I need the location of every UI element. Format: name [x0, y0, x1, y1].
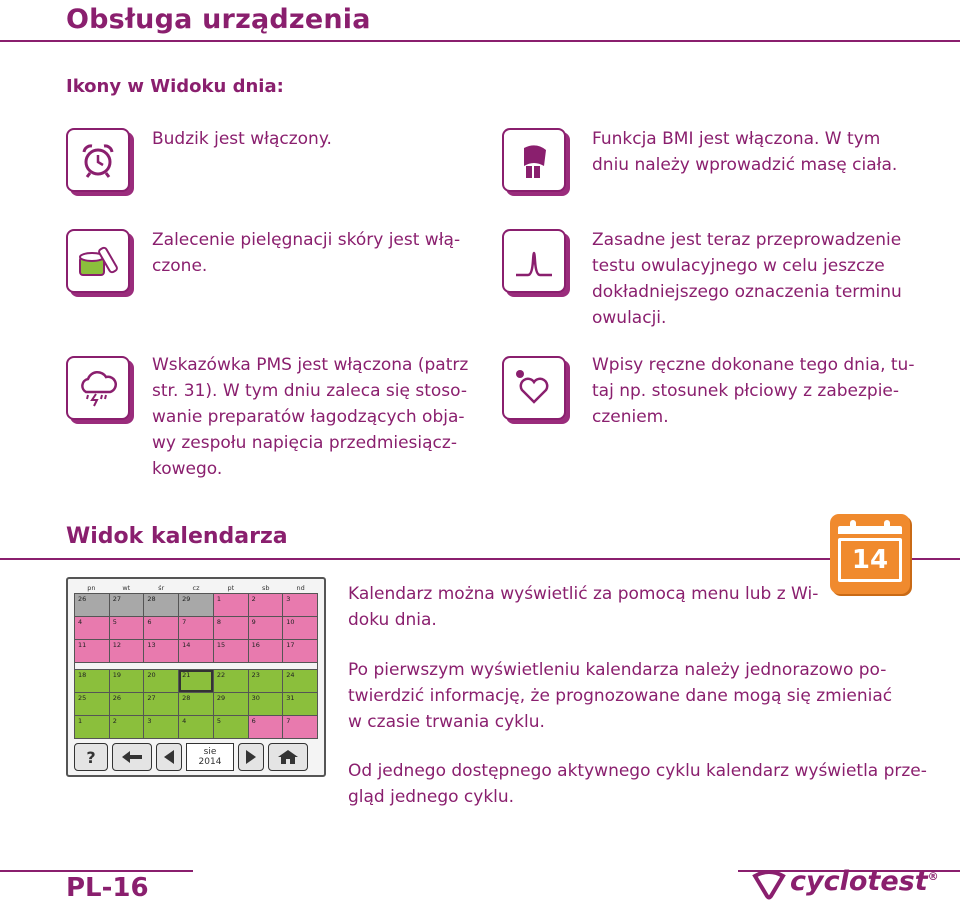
ovulation-test-text: Zasadne jest teraz przeprowadzenie testu owulacyjnego w celu jeszcze dokładniejszego oznaczenia terminu owulacji.	[592, 230, 902, 328]
month-label: sie	[203, 747, 217, 757]
calendar-day[interactable]: 20	[144, 670, 178, 692]
ovulation-peak-icon	[502, 229, 566, 293]
calendar-toolbar	[74, 741, 318, 773]
heart-note-icon	[502, 356, 566, 420]
calendar-day[interactable]: 31	[283, 693, 317, 715]
calendar-rule	[0, 558, 960, 560]
calendar-day[interactable]: 27	[110, 594, 144, 616]
calendar-text-3: Od jednego dostępnego aktywnego cyklu kalendarz wyświetla prze- gląd jednego cyklu.	[348, 761, 927, 807]
calendar-day[interactable]: 5	[110, 617, 144, 639]
calendar-day[interactable]: 5	[214, 716, 248, 738]
calendar-day[interactable]: 7	[179, 617, 213, 639]
calendar-day[interactable]: 10	[283, 617, 317, 639]
calendar-day[interactable]: 17	[283, 640, 317, 662]
calendar-icon	[830, 514, 910, 594]
calendar-text-1: Kalendarz można wyświetlić za pomocą menu lub z Wi- doku dnia.	[348, 584, 819, 630]
calendar-day[interactable]: 4	[75, 617, 109, 639]
home-button[interactable]	[268, 743, 308, 771]
manual-entries-text: Wpisy ręczne dokonane tego dnia, tu- taj np. stosunek płciowy z zabezpie- czeniem.	[592, 355, 915, 427]
calendar-day[interactable]: 13	[144, 640, 178, 662]
year-label: 2014	[198, 757, 222, 767]
weekday-label: nd	[296, 584, 305, 592]
calendar-day[interactable]: 1	[75, 716, 109, 738]
question-icon: ?	[86, 747, 96, 767]
cyclotest-logo-icon	[752, 870, 786, 904]
scale-icon	[502, 128, 566, 192]
header-rule	[0, 40, 960, 42]
alarm-text: Budzik jest włączony.	[152, 129, 332, 149]
calendar-day[interactable]: 25	[75, 693, 109, 715]
calendar-grid	[74, 593, 318, 739]
calendar-day[interactable]: 15	[214, 640, 248, 662]
weekday-label: pt	[227, 584, 235, 592]
calendar-day[interactable]: 2	[110, 716, 144, 738]
calendar-gap	[75, 663, 317, 669]
calendar-heading: Widok kalendarza	[66, 524, 288, 549]
bmi-text: Funkcja BMI jest włączona. W tym dniu należy wprowadzić masę ciała.	[592, 129, 898, 175]
calendar-day[interactable]: 19	[110, 670, 144, 692]
arrow-left-icon	[121, 750, 143, 764]
calendar-day[interactable]: 4	[179, 716, 213, 738]
page-number: PL-16	[66, 873, 149, 903]
day-view-heading: Ikony w Widoku dnia:	[66, 76, 284, 97]
triangle-right-icon	[245, 749, 257, 765]
weekday-label: sb	[261, 584, 270, 592]
next-month-button[interactable]	[238, 743, 264, 771]
weekday-label: cz	[192, 584, 200, 592]
calendar-day[interactable]: 14	[179, 640, 213, 662]
help-button[interactable]	[74, 743, 108, 771]
calendar-day[interactable]: 6	[249, 716, 283, 738]
calendar-day[interactable]: 27	[144, 693, 178, 715]
calendar-icon-number: 14	[838, 538, 902, 582]
weekday-label: pn	[87, 584, 96, 592]
pms-text: Wskazówka PMS jest włączona (patrz str. 31). W tym dniu zaleca się stoso- wanie preparatów łagodzących obja- wy zespołu napięcia przedmiesiącz- kowego.	[152, 355, 469, 479]
footer-rule-left	[0, 870, 193, 872]
calendar-day[interactable]: 3	[144, 716, 178, 738]
calendar-day[interactable]: 12	[110, 640, 144, 662]
alarm-clock-icon	[66, 128, 130, 192]
page-title: Obsługa urządzenia	[66, 4, 371, 35]
calendar-day[interactable]: 28	[179, 693, 213, 715]
calendar-day[interactable]: 6	[144, 617, 178, 639]
prev-month-button[interactable]	[156, 743, 182, 771]
calendar-day[interactable]: 23	[249, 670, 283, 692]
calendar-day[interactable]: 24	[283, 670, 317, 692]
weekday-label: wt	[122, 584, 131, 592]
calendar-day[interactable]: 22	[214, 670, 248, 692]
calendar-day-selected[interactable]: 21	[179, 670, 213, 692]
home-icon	[277, 749, 299, 765]
cream-jar-icon	[66, 229, 130, 293]
calendar-day[interactable]: 1	[214, 594, 248, 616]
calendar-day[interactable]: 29	[179, 594, 213, 616]
calendar-day[interactable]: 26	[110, 693, 144, 715]
weekday-label: śr	[158, 584, 165, 592]
storm-cloud-icon	[66, 356, 130, 420]
calendar-text-2: Po pierwszym wyświetleniu kalendarza należy jednorazowo po- twierdzić informację, że prognozowane dane mogą się zmieniać w czasie trwania cyklu.	[348, 660, 893, 732]
back-button[interactable]	[112, 743, 152, 771]
calendar-screenshot	[66, 577, 326, 777]
calendar-day[interactable]: 9	[249, 617, 283, 639]
calendar-day[interactable]: 11	[75, 640, 109, 662]
calendar-day[interactable]: 7	[283, 716, 317, 738]
calendar-day[interactable]: 30	[249, 693, 283, 715]
calendar-day[interactable]: 2	[249, 594, 283, 616]
calendar-day[interactable]: 28	[144, 594, 178, 616]
calendar-day[interactable]: 8	[214, 617, 248, 639]
month-display	[186, 743, 234, 771]
triangle-left-icon	[163, 749, 175, 765]
skin-care-text: Zalecenie pielęgnacji skóry jest włą- czone.	[152, 230, 461, 276]
calendar-day[interactable]: 26	[75, 594, 109, 616]
calendar-day[interactable]: 18	[75, 670, 109, 692]
calendar-day[interactable]: 29	[214, 693, 248, 715]
calendar-day[interactable]: 3	[283, 594, 317, 616]
brand-name: cyclotest®	[790, 866, 939, 897]
calendar-day[interactable]: 16	[249, 640, 283, 662]
